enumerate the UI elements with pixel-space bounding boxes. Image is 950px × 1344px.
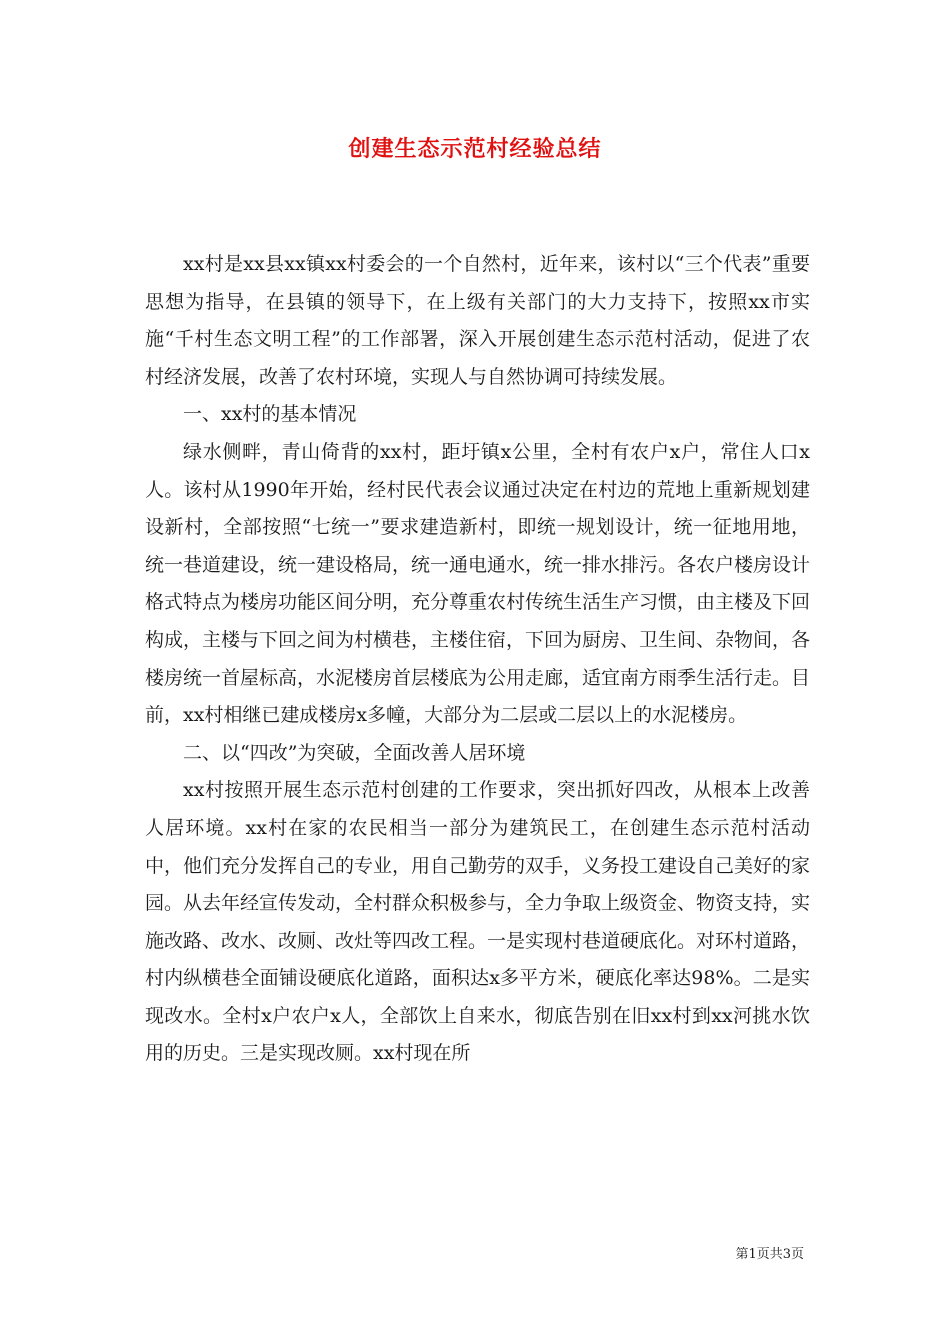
section-heading-1: 一、xx村的基本情况: [183, 403, 357, 426]
document-title: 创建生态示范村经验总结: [348, 136, 602, 162]
paragraph-intro: xx村是xx县xx镇xx村委会的一个自然村，近年来，该村以“三个代表”重要思想为指导，在县镇的领导下，在上级有关部门的大力支持下，按照xx市实施“千村生态文明工程”的工作部署，深入开展创建生态示范村活动，促进了农村经济发展，改善了农村环境，实现人与自然协调可持续发展。: [145, 253, 810, 388]
section-heading-2: 二、以“四改”为突破，全面改善人居环境: [183, 741, 526, 764]
paragraph-four-reforms: xx村按照开展生态示范村创建的工作要求，突出抓好四改，从根本上改善人居环境。xx村在家的农民相当一部分为建筑民工，在创建生态示范村活动中，他们充分发挥自己的专业，用自己勤劳的双手，义务投工建设自己美好的家园。从去年经宣传发动，全村群众积极参与，全力争取上级资金、物资支持，实施改路、改水、改厕、改灶等四改工程。一是实现村巷道硬底化。对环村道路，村内纵横巷全面铺设硬底化道路，面积达x多平方米，硬底化率达98%。二是实现改水。全村x户农户x人，全部饮上自来水，彻底告别在旧xx村到xx河挑水饮用的历史。三是实现改厕。xx村现在所: [145, 779, 811, 1065]
document-body: [145, 246, 810, 1073]
paragraph-basic-situation: 绿水侧畔，青山倚背的xx村，距圩镇x公里，全村有农户x户，常住人口x人。该村从1990年开始，经村民代表会议通过决定在村边的荒地上重新规划建设新村，全部按照“七统一”要求建造新村，即统一规划设计，统一征地用地，统一巷道建设，统一建设格局，统一通电通水，统一排水排污。各农户楼房设计格式特点为楼房功能区间分明，充分尊重农村传统生活生产习惯，由主楼及下回构成，主楼与下回之间为村横巷，主楼住宿，下回为厨房、卫生间、杂物间，各楼房统一首屋标高，水泥楼房首层楼底为公用走廊，适宜南方雨季生活行走。目前，xx村相继已建成楼房x多幢，大部分为二层或二层以上的水泥楼房。: [145, 440, 811, 727]
page-number: 第1页共3页: [735, 1247, 804, 1262]
